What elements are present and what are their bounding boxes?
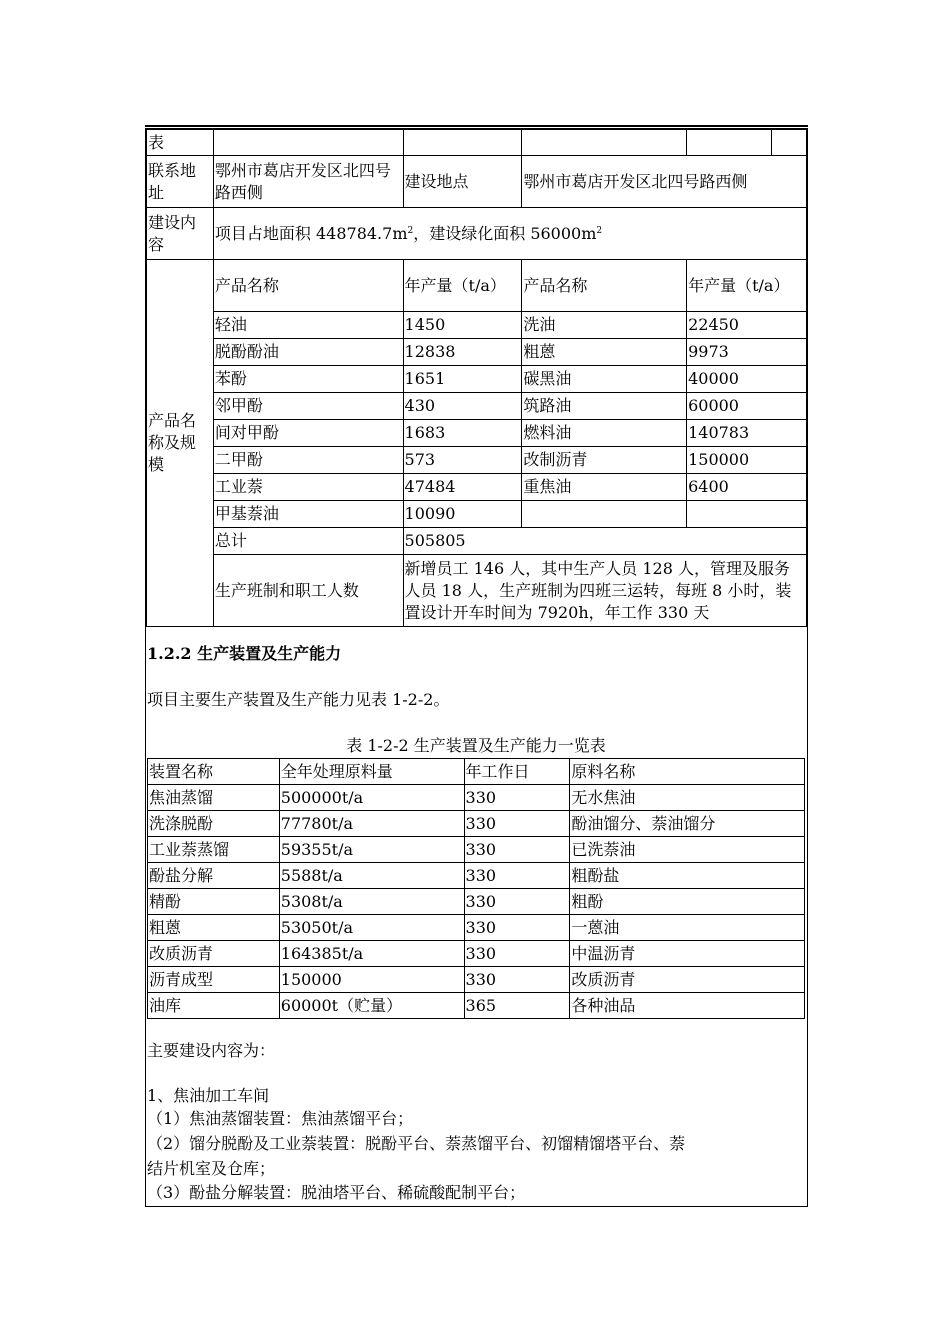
table-cell: 精酚 (148, 889, 280, 915)
table-cell: 164385t/a (279, 941, 464, 967)
contact-label: 联系地址 (147, 156, 214, 208)
frame-top-rule (145, 125, 808, 127)
content-value: 项目占地面积 $448784.7m^2$，建设绿化面积 $56000m^2$ (213, 208, 806, 260)
table-cell: 10090 (403, 501, 522, 528)
table-row (147, 474, 807, 501)
table-row (147, 156, 807, 208)
table-cell: 重焦油 (522, 474, 687, 501)
column-header: 原料名称 (570, 759, 805, 785)
column-header: 年产量（t/a） (687, 260, 807, 312)
table-cell: 365 (464, 993, 570, 1019)
table-cell: 一蒽油 (570, 915, 805, 941)
table-cell: 酚油馏分、萘油馏分 (570, 811, 805, 837)
table-cell: 22450 (687, 312, 807, 339)
table-cell: 甲基萘油 (213, 501, 403, 528)
table-cell: 中温沥青 (570, 941, 805, 967)
table-cell: 苯酚 (213, 366, 403, 393)
list-item: （2）馏分脱酚及工业萘装置：脱酚平台、萘蒸馏平台、初馏精馏塔平台、萘 (147, 1134, 686, 1153)
table-cell: 59355t/a (279, 837, 464, 863)
table-row (147, 501, 807, 528)
table-cell: 洗油 (522, 312, 687, 339)
table-cell: 焦油蒸馏 (148, 785, 280, 811)
section-heading: 1.2.2 生产装置及生产能力 (147, 644, 342, 663)
table-cell: 150000 (279, 967, 464, 993)
contact-value: 鄂州市葛店开发区北四号路西侧 (213, 156, 403, 208)
table-row (148, 785, 805, 811)
table-cell: 沥青成型 (148, 967, 280, 993)
column-header: 产品名称 (213, 260, 403, 312)
list-item: （1）焦油蒸馏装置：焦油蒸馏平台； (147, 1109, 414, 1128)
table-cell: 330 (464, 967, 570, 993)
section-intro: 项目主要生产装置及生产能力见表 1-2-2。 (147, 690, 450, 709)
table-cell (687, 501, 807, 528)
table-row (148, 889, 805, 915)
table-row (147, 312, 807, 339)
table-row (147, 393, 807, 420)
table-cell: 500000t/a (279, 785, 464, 811)
table-cell: 60000t（贮量） (279, 993, 464, 1019)
table-row (147, 339, 807, 366)
table-row (147, 260, 807, 312)
table-cell: 150000 (687, 447, 807, 474)
column-header: 全年处理原料量 (279, 759, 464, 785)
total-label: 总计 (213, 528, 403, 555)
table-row (147, 420, 807, 447)
table-cell: 邻甲酚 (213, 393, 403, 420)
table-cell: 1651 (403, 366, 522, 393)
table-row (148, 993, 805, 1019)
table-cell: 工业萘蒸馏 (148, 837, 280, 863)
column-header: 年产量（t/a） (403, 260, 522, 312)
table-cell: 330 (464, 863, 570, 889)
table-row (147, 130, 807, 156)
table-cell: 粗蒽 (148, 915, 280, 941)
table-row (147, 366, 807, 393)
table-cell (522, 501, 687, 528)
table-row (148, 863, 805, 889)
site-label: 建设地点 (403, 156, 522, 208)
table-cell: 9973 (687, 339, 807, 366)
project-info-table (146, 129, 807, 627)
table-row (147, 447, 807, 474)
capacity-table (147, 758, 805, 1019)
table-cell: 各种油品 (570, 993, 805, 1019)
table-cell: 已洗萘油 (570, 837, 805, 863)
table-cell: 酚盐分解 (148, 863, 280, 889)
table-cell: 燃料油 (522, 420, 687, 447)
table-row (147, 555, 807, 627)
table-cell: 改质沥青 (148, 941, 280, 967)
table-cell: 油库 (148, 993, 280, 1019)
table-cell: 430 (403, 393, 522, 420)
table-cell: 二甲酚 (213, 447, 403, 474)
table-cell: 筑路油 (522, 393, 687, 420)
table-cell: 330 (464, 785, 570, 811)
table-cell: 140783 (687, 420, 807, 447)
table-cell: 53050t/a (279, 915, 464, 941)
table-row (148, 967, 805, 993)
main-content-title: 主要建设内容为： (147, 1041, 276, 1060)
table-cell: 330 (464, 941, 570, 967)
list-item: （3）酚盐分解装置：脱油塔平台、稀硫酸配制平台； (147, 1183, 526, 1202)
table-cell: 330 (464, 837, 570, 863)
staff-value: 新增员工 146 人，其中生产人员 128 人，管理及服务人员 18 人，生产班制为四班三运转，每班 8 小时，装置设计开车时间为 7920h，年工作 330 天 (403, 555, 806, 627)
table-cell: 60000 (687, 393, 807, 420)
table-header-row (148, 759, 805, 785)
table-cell: 1450 (403, 312, 522, 339)
staff-label: 生产班制和职工人数 (213, 555, 403, 627)
table-cell: 77780t/a (279, 811, 464, 837)
table-cell: 粗酚 (570, 889, 805, 915)
table-cell: 12838 (403, 339, 522, 366)
total-value: 505805 (403, 528, 806, 555)
products-label: 产品名称及规模 (147, 260, 214, 627)
table-cell: 轻油 (213, 312, 403, 339)
content-label: 建设内容 (147, 208, 214, 260)
table-cell: 粗蒽 (522, 339, 687, 366)
table-cell: 40000 (687, 366, 807, 393)
list-item: 1、焦油加工车间 (147, 1086, 270, 1105)
table-cell: 改制沥青 (522, 447, 687, 474)
table-cell: 脱酚酚油 (213, 339, 403, 366)
table-row (147, 208, 807, 260)
column-header: 产品名称 (522, 260, 687, 312)
table-cell: 6400 (687, 474, 807, 501)
table-row (148, 915, 805, 941)
table-row (147, 528, 807, 555)
column-header: 装置名称 (148, 759, 280, 785)
table-cell: 47484 (403, 474, 522, 501)
table-cell: 间对甲酚 (213, 420, 403, 447)
table-cell: 表 (147, 130, 214, 156)
table-row (148, 837, 805, 863)
list-item: 结片机室及仓库； (147, 1159, 276, 1178)
table-cell: 1683 (403, 420, 522, 447)
column-header: 年工作日 (464, 759, 570, 785)
table-cell: 330 (464, 811, 570, 837)
table-cell: 洗涤脱酚 (148, 811, 280, 837)
table-cell: 碳黑油 (522, 366, 687, 393)
table-caption: 表 1-2-2 生产装置及生产能力一览表 (346, 736, 606, 755)
table-cell: 330 (464, 889, 570, 915)
table-cell: 330 (464, 915, 570, 941)
table-row (148, 941, 805, 967)
table-cell: 5588t/a (279, 863, 464, 889)
table-cell: 改质沥青 (570, 967, 805, 993)
table-row (148, 811, 805, 837)
table-cell: 工业萘 (213, 474, 403, 501)
table-cell: 无水焦油 (570, 785, 805, 811)
site-value: 鄂州市葛店开发区北四号路西侧 (522, 156, 807, 208)
table-cell: 5308t/a (279, 889, 464, 915)
table-cell: 粗酚盐 (570, 863, 805, 889)
table-cell: 573 (403, 447, 522, 474)
